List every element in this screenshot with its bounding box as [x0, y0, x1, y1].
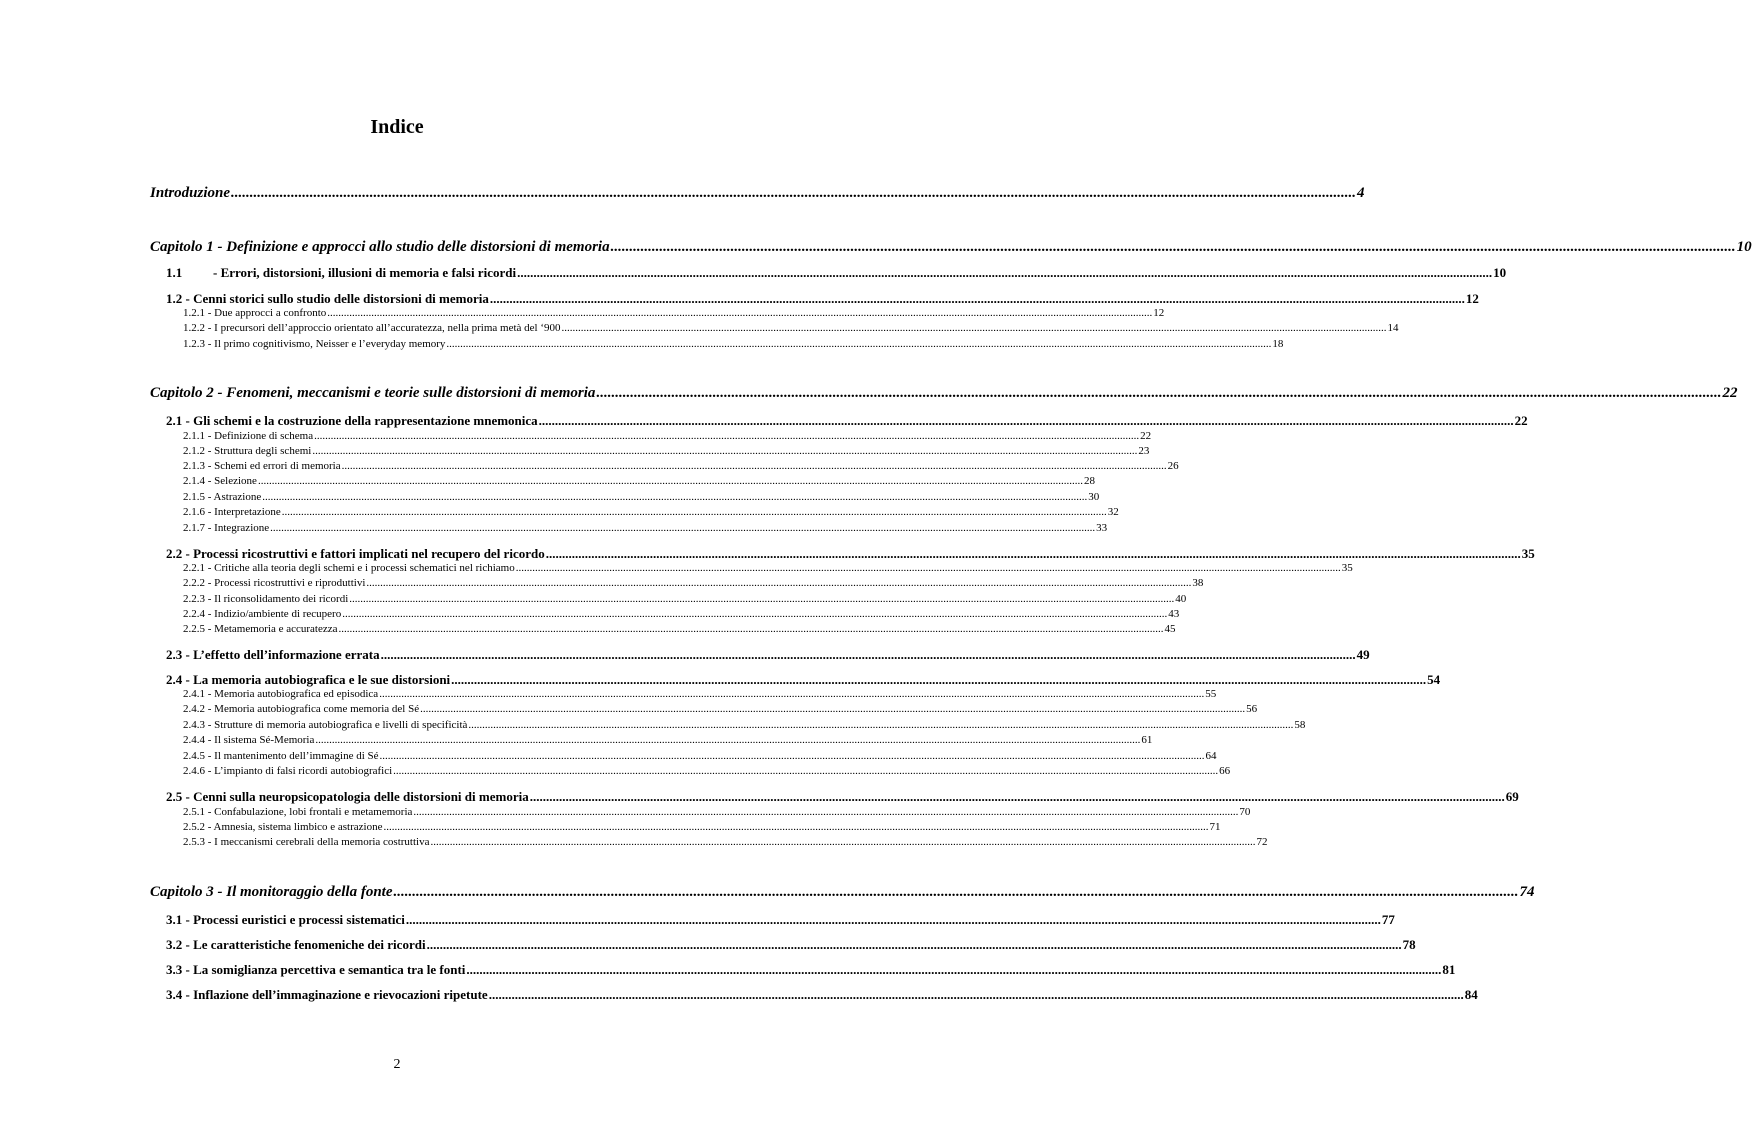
toc-entry-capitolo-1: Capitolo 1 - Definizione e approcci allo studio delle distorsioni di memoria ............................................................................................................................................................................................................................................................................................................ 10	[150, 239, 1752, 255]
toc-entry-title: 2.1.3 - Schemi ed errori di memoria	[183, 460, 341, 472]
toc-entry-2-3: 2.3 - L’effetto dell’informazione errata ............................................................................................................................................................................................................................................................................................................ 49	[166, 647, 1370, 662]
toc-entry-title: Capitolo 3 - Il monitoraggio della fonte	[150, 884, 393, 900]
toc-entry-title: 2.1.4 - Selezione	[183, 475, 257, 487]
toc-entry-page: 45	[1164, 623, 1176, 635]
toc-entry-title: 2.2.1 - Critiche alla teoria degli schemi e i processi schematici nel richiamo	[183, 562, 515, 574]
toc-entry-title: 2.4.5 - Il mantenimento dell’immagine di Sé	[183, 750, 379, 762]
toc-entry-page: 77	[1381, 912, 1395, 927]
toc-entry-3-2: 3.2 - Le caratteristiche fenomeniche dei ricordi ............................................................................................................................................................................................................................................................................................................ 78	[166, 937, 1416, 952]
toc-entry-2-4-5: 2.4.5 - Il mantenimento dell’immagine di Sé ............................................................................................................................................................................................................................................................................................................ 64	[183, 750, 1217, 762]
toc-entry-2-1-4: 2.1.4 - Selezione ............................................................................................................................................................................................................................................................................................................ 28	[183, 475, 1095, 487]
toc-entry-title: Introduzione	[150, 185, 231, 201]
toc-entry-page: 12	[1465, 291, 1479, 306]
toc-entry-page: 43	[1168, 608, 1180, 620]
toc-entry-2-1-1: 2.1.1 - Definizione di schema ............................................................................................................................................................................................................................................................................................................ 22	[183, 430, 1152, 442]
toc-entry-page: 71	[1209, 821, 1221, 833]
toc-entry-title: 2.2.2 - Processi ricostruttivi e riproduttivi	[183, 577, 366, 589]
page-number: 2	[393, 1057, 401, 1072]
toc-entry-3-3: 3.3 - La somiglianza percettiva e semantica tra le fonti ............................................................................................................................................................................................................................................................................................................ 81	[166, 962, 1456, 977]
toc-entry-page: 74	[1519, 884, 1535, 900]
toc-entry-page: 54	[1427, 672, 1441, 687]
toc-entry-page: 35	[1341, 562, 1353, 574]
toc-entry-page: 56	[1246, 703, 1258, 715]
toc-entry-3-4: 3.4 - Inflazione dell’immaginazione e rievocazioni ripetute ............................................................................................................................................................................................................................................................................................................ 84	[166, 987, 1478, 1002]
toc-entry-page: 64	[1205, 750, 1217, 762]
toc-entry-2-1-6: 2.1.6 - Interpretazione ............................................................................................................................................................................................................................................................................................................ 32	[183, 506, 1119, 518]
toc-entry-title: 1.2 - Cenni storici sullo studio delle distorsioni di memoria	[166, 291, 489, 306]
toc-entry-page: 14	[1387, 322, 1399, 334]
toc-entry-page: 72	[1256, 836, 1268, 848]
toc-entry-title: 2.2.3 - Il riconsolidamento dei ricordi	[183, 593, 349, 605]
toc-entry-title: 2.1.7 - Integrazione	[183, 522, 270, 534]
toc-entry-3-1: 3.1 - Processi euristici e processi sistematici ............................................................................................................................................................................................................................................................................................................ 77	[166, 912, 1395, 927]
toc-entry-capitolo-3: Capitolo 3 - Il monitoraggio della fonte ............................................................................................................................................................................................................................................................................................................ 74	[150, 884, 1535, 900]
toc-entry-title: 1.2.2 - I precursori dell’approccio orientato all’accuratezza, nella prima metà del ‘900	[183, 322, 561, 334]
toc-entry-capitolo-2: Capitolo 2 - Fenomeni, meccanismi e teorie sulle distorsioni di memoria ............................................................................................................................................................................................................................................................................................................ 22	[150, 385, 1738, 401]
toc-entry-2-1-5: 2.1.5 - Astrazione ............................................................................................................................................................................................................................................................................................................ 30	[183, 491, 1100, 503]
toc-entry-page: 38	[1192, 577, 1204, 589]
toc-entry-page: 18	[1272, 338, 1284, 350]
toc-entry-2-1: 2.1 - Gli schemi e la costruzione della rappresentazione mnemonica ............................................................................................................................................................................................................................................................................................................ 22	[166, 413, 1528, 428]
toc-entry-page: 23	[1138, 445, 1150, 457]
toc-entry-page: 33	[1096, 522, 1108, 534]
toc-entry-2-5-1: 2.5.1 - Confabulazione, lobi frontali e metamemoria ............................................................................................................................................................................................................................................................................................................ 70	[183, 806, 1251, 818]
toc-entry-title: 2.4 - La memoria autobiografica e le sue distorsioni	[166, 672, 451, 687]
toc-entry-2-2-3: 2.2.3 - Il riconsolidamento dei ricordi ............................................................................................................................................................................................................................................................................................................ 40	[183, 593, 1187, 605]
toc-entry-title: 2.2 - Processi ricostruttivi e fattori implicati nel recupero del ricordo	[166, 546, 545, 561]
toc-entry-title: 2.5.2 - Amnesia, sistema limbico e astrazione	[183, 821, 383, 833]
toc-entry-introduzione: Introduzione ............................................................................................................................................................................................................................................................................................................ 4	[150, 185, 1365, 201]
toc-entry-title: 2.4.2 - Memoria autobiografica come memoria del Sé	[183, 703, 420, 715]
toc-entry-title: 2.4.4 - Il sistema Sé-Memoria	[183, 734, 315, 746]
toc-entry-title: 2.1.6 - Interpretazione	[183, 506, 281, 518]
toc-entry-title: 2.5.1 - Confabulazione, lobi frontali e metamemoria	[183, 806, 413, 818]
toc-entry-1-2-1: 1.2.1 - Due approcci a confronto ............................................................................................................................................................................................................................................................................................................ 12	[183, 307, 1165, 319]
toc-entry-title: 2.1.2 - Struttura degli schemi	[183, 445, 312, 457]
toc-entry-title: 2.1 - Gli schemi e la costruzione della rappresentazione mnemonica	[166, 413, 538, 428]
toc-entry-title: 2.5.3 - I meccanismi cerebrali della memoria costruttiva	[183, 836, 430, 848]
toc-entry-page: 22	[1140, 430, 1152, 442]
toc-entry-page: 69	[1505, 789, 1519, 804]
toc-entry-title: 2.5 - Cenni sulla neuropsicopatologia delle distorsioni di memoria	[166, 789, 529, 804]
toc-entry-page: 30	[1088, 491, 1100, 503]
toc-entry-page: 78	[1402, 937, 1416, 952]
toc-entry-2-2-2: 2.2.2 - Processi ricostruttivi e riproduttivi ............................................................................................................................................................................................................................................................................................................ 38	[183, 577, 1204, 589]
toc-entry-page: 58	[1294, 719, 1306, 731]
toc-entry-2-1-2: 2.1.2 - Struttura degli schemi ............................................................................................................................................................................................................................................................................................................ 23	[183, 445, 1150, 457]
toc-entry-title: 2.1.5 - Astrazione	[183, 491, 262, 503]
toc-entry-page: 55	[1205, 688, 1217, 700]
toc-entry-title: Capitolo 1 - Definizione e approcci allo studio delle distorsioni di memoria	[150, 239, 610, 255]
toc-entry-title: 2.4.6 - L’impianto di falsi ricordi autobiografici	[183, 765, 393, 777]
toc-entry-title: 2.2.4 - Indizio/ambiente di recupero	[183, 608, 342, 620]
toc-entry-title: 2.2.5 - Metamemoria e accuratezza	[183, 623, 338, 635]
toc-entry-page: 28	[1083, 475, 1095, 487]
toc-entry-title: - Errori, distorsioni, illusioni di memoria e falsi ricordi	[213, 265, 517, 280]
toc-entry-page: 10	[1736, 239, 1752, 255]
toc-entry-2-2-1: 2.2.1 - Critiche alla teoria degli schemi e i processi schematici nel richiamo ............................................................................................................................................................................................................................................................................................................ 35	[183, 562, 1353, 574]
toc-entry-title: 1.2.3 - Il primo cognitivismo, Neisser e l’everyday memory	[183, 338, 446, 350]
toc-entry-2-5-3: 2.5.3 - I meccanismi cerebrali della memoria costruttiva ............................................................................................................................................................................................................................................................................................................ 72	[183, 836, 1268, 848]
toc-entry-2-2-5: 2.2.5 - Metamemoria e accuratezza ............................................................................................................................................................................................................................................................................................................ 45	[183, 623, 1176, 635]
toc-entry-page: 12	[1153, 307, 1165, 319]
toc-entry-2-4-6: 2.4.6 - L’impianto di falsi ricordi autobiografici ............................................................................................................................................................................................................................................................................................................ 66	[183, 765, 1231, 777]
toc-entry-title: 1.2.1 - Due approcci a confronto	[183, 307, 327, 319]
toc-entry-2-5: 2.5 - Cenni sulla neuropsicopatologia delle distorsioni di memoria ............................................................................................................................................................................................................................................................................................................ 69	[166, 789, 1519, 804]
toc-entry-1-2-2: 1.2.2 - I precursori dell’approccio orientato all’accuratezza, nella prima metà del ‘900 ............................................................................................................................................................................................................................................................................................................ 14	[183, 322, 1399, 334]
toc-entry-2-4: 2.4 - La memoria autobiografica e le sue distorsioni ............................................................................................................................................................................................................................................................................................................ 54	[166, 672, 1441, 687]
toc-entry-page: 26	[1167, 460, 1179, 472]
toc-entry-2-4-1: 2.4.1 - Memoria autobiografica ed episodica ............................................................................................................................................................................................................................................................................................................ 55	[183, 688, 1217, 700]
toc-entry-page: 22	[1722, 385, 1738, 401]
toc-entry-2-5-2: 2.5.2 - Amnesia, sistema limbico e astrazione ............................................................................................................................................................................................................................................................................................................ 71	[183, 821, 1221, 833]
toc-entry-1-2: 1.2 - Cenni storici sullo studio delle distorsioni di memoria ............................................................................................................................................................................................................................................................................................................ 12	[166, 291, 1479, 306]
toc-entry-page: 61	[1141, 734, 1153, 746]
toc-entry-page: 49	[1356, 647, 1370, 662]
toc-entry-2-2-4: 2.2.4 - Indizio/ambiente di recupero ............................................................................................................................................................................................................................................................................................................ 43	[183, 608, 1180, 620]
toc-entry-1-1: 1.1 - Errori, distorsioni, illusioni di memoria e falsi ricordi ............................................................................................................................................................................................................................................................................................................ 10	[166, 265, 1507, 280]
toc-entry-title: 3.2 - Le caratteristiche fenomeniche dei ricordi	[166, 937, 426, 952]
toc-entry-page: 4	[1357, 185, 1365, 201]
toc-entry-page: 35	[1521, 546, 1535, 561]
page-title: Indice	[370, 116, 424, 138]
toc-entry-title: 3.3 - La somiglianza percettiva e semantica tra le fonti	[166, 962, 466, 977]
toc-entry-title: 2.1.1 - Definizione di schema	[183, 430, 314, 442]
toc-entry-page: 22	[1514, 413, 1528, 428]
toc-entry-page: 84	[1464, 987, 1478, 1002]
toc-entry-title: 3.1 - Processi euristici e processi sistematici	[166, 912, 405, 927]
toc-entry-1-2-3: 1.2.3 - Il primo cognitivismo, Neisser e l’everyday memory ............................................................................................................................................................................................................................................................................................................ 18	[183, 338, 1284, 350]
toc-entry-title: Capitolo 2 - Fenomeni, meccanismi e teorie sulle distorsioni di memoria	[150, 385, 596, 401]
toc-entry-page: 40	[1175, 593, 1187, 605]
toc-entry-page: 70	[1239, 806, 1251, 818]
toc-entry-number: 1.1	[166, 265, 183, 280]
toc-entry-title: 2.4.3 - Strutture di memoria autobiografica e livelli di specificità	[183, 719, 468, 731]
toc-entry-2-4-3: 2.4.3 - Strutture di memoria autobiografica e livelli di specificità ............................................................................................................................................................................................................................................................................................................ 58	[183, 719, 1306, 731]
toc-entry-page: 66	[1219, 765, 1231, 777]
toc-entry-page: 81	[1442, 962, 1456, 977]
toc-entry-2-4-4: 2.4.4 - Il sistema Sé-Memoria ............................................................................................................................................................................................................................................................................................................ 61	[183, 734, 1153, 746]
toc-entry-title: 2.4.1 - Memoria autobiografica ed episodica	[183, 688, 379, 700]
toc-entry-title: 3.4 - Inflazione dell’immaginazione e rievocazioni ripetute	[166, 987, 488, 1002]
toc-entry-title: 2.3 - L’effetto dell’informazione errata	[166, 647, 380, 662]
toc-entry-page: 32	[1107, 506, 1119, 518]
toc-entry-page: 10	[1493, 265, 1507, 280]
toc-entry-2-2: 2.2 - Processi ricostruttivi e fattori implicati nel recupero del ricordo ............................................................................................................................................................................................................................................................................................................ 35	[166, 546, 1535, 561]
toc-entry-2-1-7: 2.1.7 - Integrazione ............................................................................................................................................................................................................................................................................................................ 33	[183, 522, 1108, 534]
toc-entry-2-1-3: 2.1.3 - Schemi ed errori di memoria ............................................................................................................................................................................................................................................................................................................ 26	[183, 460, 1179, 472]
toc-entry-2-4-2: 2.4.2 - Memoria autobiografica come memoria del Sé ............................................................................................................................................................................................................................................................................................................ 56	[183, 703, 1258, 715]
